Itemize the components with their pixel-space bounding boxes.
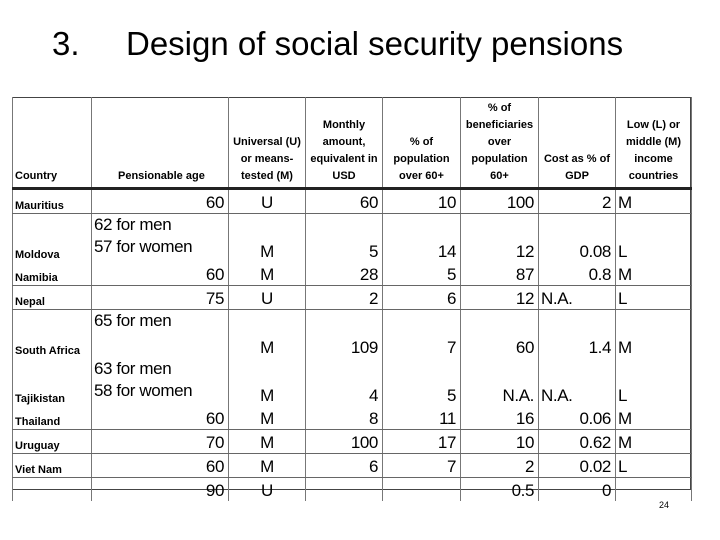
col-header: Country xyxy=(13,97,92,189)
section-number: 3. xyxy=(52,25,80,62)
amount-cell: 5 xyxy=(306,214,383,263)
table-row xyxy=(13,454,692,478)
amount-cell: 4 xyxy=(306,358,383,406)
beneficiaries-cell: 87 xyxy=(461,262,539,286)
country-cell: Namibia xyxy=(13,262,92,286)
type-cell: M xyxy=(229,406,306,430)
income-cell: M xyxy=(616,430,692,454)
beneficiaries-cell: 2 xyxy=(461,454,539,478)
table-row xyxy=(13,310,692,359)
type-cell: M xyxy=(229,430,306,454)
amount-cell: 8 xyxy=(306,406,383,430)
country-cell: Moldova xyxy=(13,214,92,263)
amount-cell: 28 xyxy=(306,262,383,286)
age-cell: 90 xyxy=(92,478,229,502)
table-row xyxy=(13,214,692,263)
beneficiaries-cell: 12 xyxy=(461,286,539,310)
pension-table-image xyxy=(12,97,691,500)
cost-cell: 0.62 xyxy=(539,430,616,454)
col-header: Cost as % of GDP xyxy=(539,97,616,189)
income-cell: L xyxy=(616,286,692,310)
type-cell: M xyxy=(229,454,306,478)
col-header: Pensionable age xyxy=(92,97,229,189)
col-header: % of population over 60+ xyxy=(383,97,461,189)
income-cell: M xyxy=(616,262,692,286)
table-row xyxy=(13,262,692,286)
income-cell: M xyxy=(616,189,692,214)
population-cell: 7 xyxy=(383,454,461,478)
population-cell: 17 xyxy=(383,430,461,454)
type-cell: M xyxy=(229,358,306,406)
age-cell: 60 xyxy=(92,454,229,478)
cost-cell: 0.8 xyxy=(539,262,616,286)
table-row xyxy=(13,358,692,406)
population-cell: 5 xyxy=(383,358,461,406)
country-cell: Nepal xyxy=(13,286,92,310)
amount-cell: 109 xyxy=(306,310,383,359)
age-cell: 75 xyxy=(92,286,229,310)
income-cell: M xyxy=(616,310,692,359)
table-row xyxy=(13,430,692,454)
beneficiaries-cell: 60 xyxy=(461,310,539,359)
col-header: Universal (U) or means-tested (M) xyxy=(229,97,306,189)
population-cell: 7 xyxy=(383,310,461,359)
age-cell xyxy=(92,214,229,263)
table-row xyxy=(13,189,692,214)
beneficiaries-cell: N.A. xyxy=(461,358,539,406)
country-cell xyxy=(13,478,92,502)
country-cell: South Africa xyxy=(13,310,92,359)
population-cell: 10 xyxy=(383,189,461,214)
country-cell: Viet Nam xyxy=(13,454,92,478)
amount-cell: 60 xyxy=(306,189,383,214)
age-cell xyxy=(92,358,229,406)
cost-cell: 0 xyxy=(539,478,616,502)
age-women: 58 for women xyxy=(94,381,193,400)
table-row xyxy=(13,478,692,502)
slide-title-bar xyxy=(0,22,720,68)
age-cell: 60 xyxy=(92,406,229,430)
table-row xyxy=(13,286,692,310)
amount-cell: 6 xyxy=(306,454,383,478)
page-number: 24 xyxy=(659,500,670,510)
age-women: 57 for women xyxy=(94,237,193,256)
amount-cell: 2 xyxy=(306,286,383,310)
cost-cell: 0.08 xyxy=(539,214,616,263)
age-cell: 70 xyxy=(92,430,229,454)
cost-cell: N.A. xyxy=(539,358,616,406)
type-cell: U xyxy=(229,478,306,502)
age-men: 65 for men xyxy=(94,311,172,330)
type-cell: M xyxy=(229,310,306,359)
cost-cell: 0.06 xyxy=(539,406,616,430)
slide-title: Design of social security pensions xyxy=(126,25,624,62)
population-cell xyxy=(383,478,461,502)
population-cell: 5 xyxy=(383,262,461,286)
col-header: Monthly amount, equivalent in USD xyxy=(306,97,383,189)
cost-cell: N.A. xyxy=(539,286,616,310)
amount-cell xyxy=(306,478,383,502)
type-cell: M xyxy=(229,214,306,263)
type-cell: M xyxy=(229,262,306,286)
table-header-row xyxy=(13,97,692,189)
income-cell: L xyxy=(616,358,692,406)
col-header: % of beneficiaries over population 60+ xyxy=(461,97,539,189)
type-cell: U xyxy=(229,286,306,310)
age-cell: 60 xyxy=(92,189,229,214)
beneficiaries-cell: 0.5 xyxy=(461,478,539,502)
country-cell: Mauritius xyxy=(13,189,92,214)
age-cell xyxy=(92,310,229,359)
beneficiaries-cell: 100 xyxy=(461,189,539,214)
country-cell: Thailand xyxy=(13,406,92,430)
cost-cell: 2 xyxy=(539,189,616,214)
population-cell: 14 xyxy=(383,214,461,263)
income-cell: M xyxy=(616,406,692,430)
beneficiaries-cell: 10 xyxy=(461,430,539,454)
population-cell: 11 xyxy=(383,406,461,430)
income-cell: L xyxy=(616,214,692,263)
age-men: 63 for men xyxy=(94,359,172,378)
type-cell: U xyxy=(229,189,306,214)
income-cell: L xyxy=(616,454,692,478)
beneficiaries-cell: 12 xyxy=(461,214,539,263)
country-cell: Uruguay xyxy=(13,430,92,454)
age-men: 62 for men xyxy=(94,215,172,234)
table-row xyxy=(13,406,692,430)
cost-cell: 0.02 xyxy=(539,454,616,478)
income-cell xyxy=(616,478,692,502)
amount-cell: 100 xyxy=(306,430,383,454)
beneficiaries-cell: 16 xyxy=(461,406,539,430)
pension-table xyxy=(12,97,692,501)
cost-cell: 1.4 xyxy=(539,310,616,359)
country-cell: Tajikistan xyxy=(13,358,92,406)
population-cell: 6 xyxy=(383,286,461,310)
col-header: Low (L) or middle (M) income countries xyxy=(616,97,692,189)
age-cell: 60 xyxy=(92,262,229,286)
